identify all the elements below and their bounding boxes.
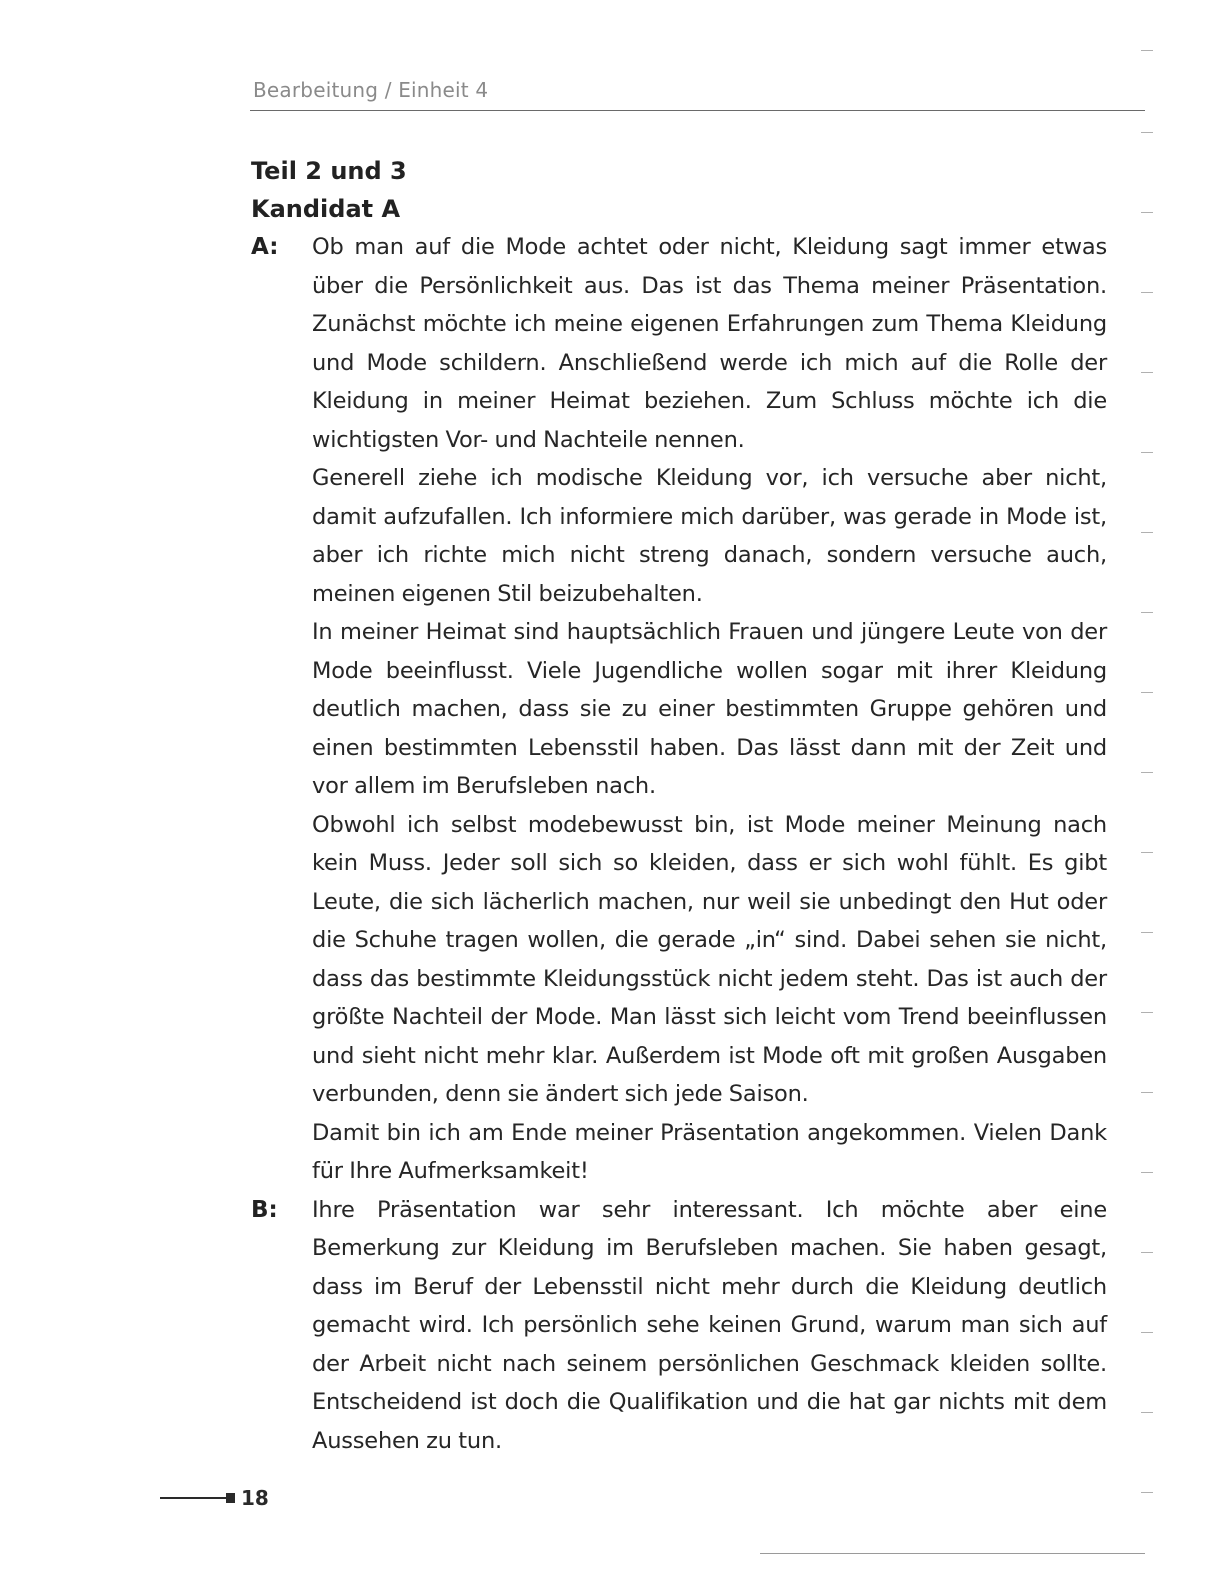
paragraph: Generell ziehe ich modische Kleidung vor, ich versuche aber nicht, damit aufzufallen. Ich informiere mich darüber, was gerade in Mode ist, aber ich richte mich nicht streng danach, sondern versuche auch, meinen eigenen Stil beizubehalten.	[312, 465, 1107, 607]
margin-tick	[1141, 612, 1153, 613]
header-rule	[250, 110, 1145, 111]
footer-square-marker	[226, 1493, 235, 1503]
margin-tick	[1141, 852, 1153, 853]
margin-tick	[1141, 772, 1153, 773]
speech-a	[251, 228, 1107, 1191]
margin-tick	[1141, 932, 1153, 933]
margin-tick	[1141, 452, 1153, 453]
margin-tick	[1141, 372, 1153, 373]
speech-b	[251, 1191, 1107, 1461]
bottom-rule	[760, 1553, 1145, 1554]
margin-tick	[1141, 132, 1153, 133]
margin-tick	[1141, 50, 1153, 51]
margin-tick	[1141, 1492, 1153, 1493]
margin-tick	[1141, 1332, 1153, 1333]
paragraph: Obwohl ich selbst modebewusst bin, ist Mode meiner Meinung nach kein Muss. Jeder soll sich so kleiden, dass er sich wohl fühlt. Es gibt Leute, die sich lächerlich machen, nur weil sie unbedingt den Hut oder die Schuhe tragen wollen, die gerade „in“ sind. Dabei sehen sie nicht, dass das bestimmte Kleidungsstück nicht jedem steht. Das ist auch der größte Nachteil der Mode. Man lässt sich leicht vom Trend beeinflussen und sieht nicht mehr klar. Außerdem ist Mode oft mit großen Ausgaben verbunden, denn sie ändert sich jede Saison.	[312, 811, 1107, 1107]
footer-line	[160, 1497, 226, 1499]
margin-tick	[1141, 1172, 1153, 1173]
margin-tick	[1141, 692, 1153, 693]
margin-tick	[1141, 1412, 1153, 1413]
running-header: Bearbeitung / Einheit 4	[253, 78, 489, 102]
section-title-candidate: Kandidat A	[251, 195, 401, 224]
margin-tick	[1141, 1092, 1153, 1093]
margin-tick	[1141, 1252, 1153, 1253]
margin-tick	[1141, 532, 1153, 533]
margin-tick	[1141, 212, 1153, 213]
section-title	[251, 152, 407, 229]
page-footer	[160, 1486, 269, 1510]
speech-body	[312, 228, 1107, 1191]
margin-tick	[1141, 292, 1153, 293]
margin-tick	[1141, 1012, 1153, 1013]
paragraph: Damit bin ich am Ende meiner Präsentation angekommen. Vielen Dank für Ihre Aufmerksamkeit!	[312, 1119, 1107, 1184]
speaker-label: B:	[251, 1196, 278, 1223]
paragraph: In meiner Heimat sind hauptsächlich Frauen und jüngere Leute von der Mode beeinflusst. Viele Jugendliche wollen sogar mit ihrer Kleidung deutlich machen, dass sie zu einer bestimmten Gruppe gehören und einen bestimmten Lebensstil haben. Das lässt dann mit der Zeit und vor allem im Berufsleben nach.	[312, 619, 1107, 799]
speech-body	[312, 1191, 1107, 1461]
speaker-label: A:	[251, 234, 279, 260]
paragraph: Ihre Präsentation war sehr interessant. Ich möchte aber eine Bemerkung zur Kleidung im Berufsleben machen. Sie haben gesagt, dass im Beruf der Lebensstil nicht mehr durch die Kleidung deutlich gemacht wird. Ich persönlich sehe keinen Grund, warum man sich auf der Arbeit nicht nach seinem persönlichen Geschmack kleiden sollte. Entscheidend ist doch die Qualifikation und die hat gar nichts mit dem Aussehen zu tun.	[312, 1196, 1107, 1454]
dialogue	[251, 228, 1107, 1460]
page-number: 18	[241, 1486, 269, 1510]
paragraph: Ob man auf die Mode achtet oder nicht, Kleidung sagt immer etwas über die Persönlichkeit aus. Das ist das Thema meiner Präsentation. Zunächst möchte ich meine eigenen Erfahrungen zum Thema Kleidung und Mode schildern. Anschließend werde ich mich auf die Rolle der Kleidung in meiner Heimat beziehen. Zum Schluss möchte ich die wichtigsten Vor- und Nachteile nennen.	[312, 234, 1107, 453]
margin-ticks	[1141, 0, 1161, 1585]
section-title-part: Teil 2 und 3	[251, 157, 407, 185]
